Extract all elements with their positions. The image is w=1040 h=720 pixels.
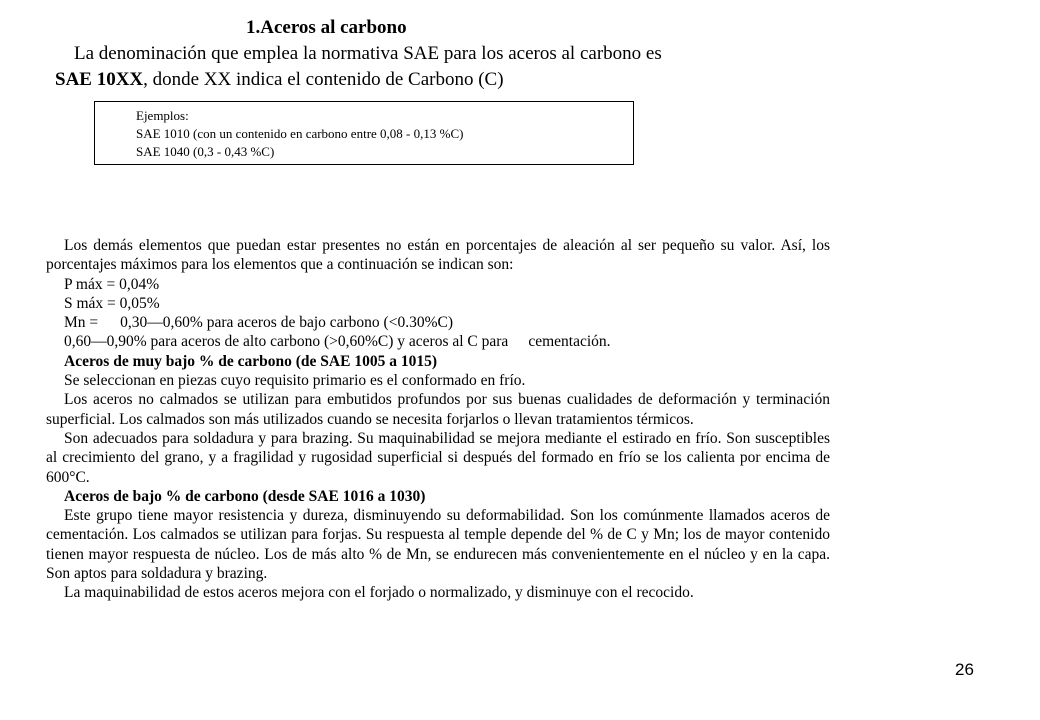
phosphorus-max: P máx = 0,04% <box>64 275 160 293</box>
subheading-low-carbon: Aceros de bajo % de carbono (desde SAE 1016 a 1030) <box>64 487 426 505</box>
paragraph: Se seleccionan en piezas cuyo requisito primario es el conformado en frío. <box>64 372 526 390</box>
intro-line-2 <box>55 68 504 92</box>
manganese-high-range: 0,60—0,90% para aceros de alto carbono (>0,60%C) y aceros al C para <box>64 333 509 351</box>
paragraph: Son adecuados para soldadura y para brazing. Su maquinabilidad se mejora mediante el estirado en frío. Son susceptibles al crecimiento del grano, y a fragilidad y rugosidad superficial si después del formado en frío se los calienta por encima de 600°C. <box>46 429 830 486</box>
manganese-low-range: 0,30—0,60% para aceros de bajo carbono (<0.30%C) <box>120 314 453 332</box>
paragraph-elements: Los demás elementos que puedan estar presentes no están en porcentajes de aleación al ser pequeño su valor. Así, los porcentajes máximos para los elementos que a continuación se indican son: <box>46 237 830 274</box>
intro-line-2-rest: , donde XX indica el contenido de Carbono (C) <box>143 69 504 90</box>
body-text <box>46 236 830 603</box>
example-item: SAE 1040 (0,3 - 0,43 %C) <box>136 144 275 159</box>
example-item: SAE 1010 (con un contenido en carbono entre 0,08 - 0,13 %C) <box>136 126 464 141</box>
manganese-label: Mn = <box>64 314 99 332</box>
manganese-low-carbon <box>46 313 830 332</box>
paragraph: Los aceros no calmados se utilizan para embutidos profundos por sus buenas cualidades de deformación y terminación superficial. Los calmados son más utilizados cuando se necesita forjarlos o llevan tratamientos térmicos. <box>46 391 830 428</box>
manganese-high-carbon <box>46 332 830 351</box>
paragraph: La maquinabilidad de estos aceros mejora con el forjado o normalizado, y disminuye con el recocido. <box>64 584 694 602</box>
paragraph: Este grupo tiene mayor resistencia y dureza, disminuyendo su deformabilidad. Son los comúnmente llamados aceros de cementación. Los calmados se utilizan para forjas. Su respuesta al temple depende del % de C y Mn; los de mayor contenido tienen mayor respuesta de núcleo. Los de más alto % de Mn, se endurecen más convenientemente en el núcleo y en la capa. Son aptos para soldadura y brazing. <box>46 507 830 583</box>
sae-designation: SAE 10XX <box>55 69 144 90</box>
sulfur-max: S máx = 0,05% <box>64 294 160 312</box>
manganese-high-range-end: cementación. <box>528 333 611 351</box>
page-number: 26 <box>955 660 974 679</box>
examples-title: Ejemplos: <box>136 108 189 123</box>
section-heading: 1.Aceros al carbono <box>246 17 407 38</box>
intro-line-1: La denominación que emplea la normativa SAE para los aceros al carbono es <box>74 43 662 64</box>
subheading-very-low-carbon: Aceros de muy bajo % de carbono (de SAE 1005 a 1015) <box>64 352 437 370</box>
